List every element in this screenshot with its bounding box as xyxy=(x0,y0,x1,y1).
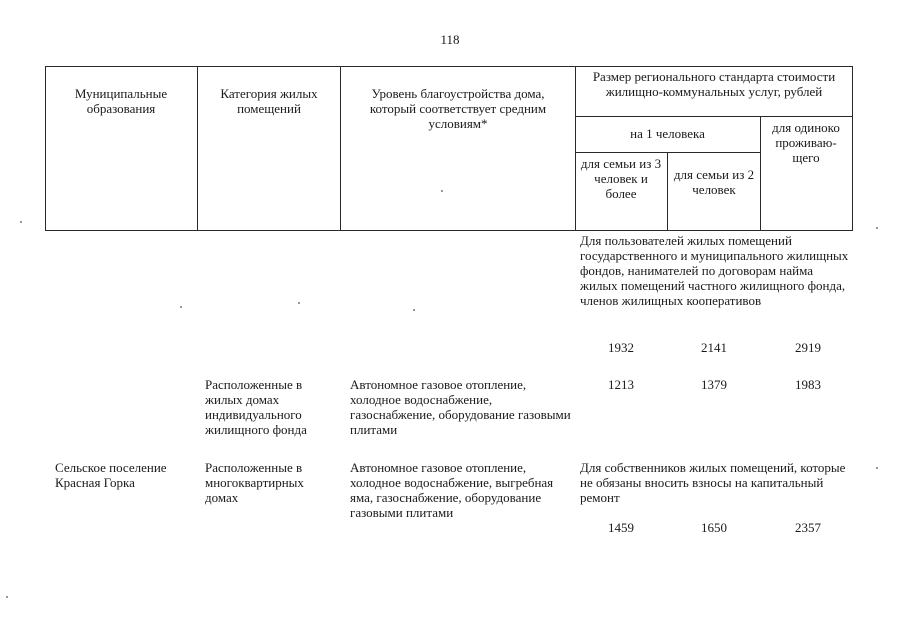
scan-speck xyxy=(298,302,300,304)
row3-level: Автономное газовое отопление, холодное водоснабжение, выгребная яма, газоснабжение, оборудование газовыми плитами xyxy=(350,460,554,520)
standard-subheader-divider xyxy=(575,116,852,117)
scan-speck xyxy=(180,306,182,308)
row3-category: Расположенные в многоквартирных домах xyxy=(205,460,304,505)
header-standard: Размер регионального стандарта стоимости жилищно-коммунальных услуг, рублей xyxy=(592,69,836,99)
value-cell: 1932 xyxy=(608,340,634,355)
scan-speck xyxy=(876,227,878,229)
table-top-border xyxy=(45,66,852,67)
column-divider-2 xyxy=(340,66,341,231)
value-cell: 1213 xyxy=(608,377,634,392)
row3-municipal: Сельское поселение Красная Горка xyxy=(55,460,167,490)
scan-speck xyxy=(6,596,8,598)
column-divider-4 xyxy=(667,152,668,231)
section-owners-note: Для собственников жилых помещений, которые не обязаны вносить взносы на капитальный ремонт xyxy=(580,460,846,505)
row2-category: Расположенные в жилых домах индивидуального жилищного фонда xyxy=(205,377,307,437)
header-level: Уровень благоустройства дома, который соответствует средним условиям* xyxy=(369,86,547,131)
value-cell: 1379 xyxy=(701,377,727,392)
section-users-note: Для пользователей жилых помещений государственного и муниципального жилищных фондов, нанимателей по договорам найма жилых помещений частного жилищного фонда, членов жилищных кооперативов xyxy=(580,233,849,308)
value-cell: 1459 xyxy=(608,520,634,535)
column-divider-3 xyxy=(575,66,576,231)
scan-speck xyxy=(20,221,22,223)
scan-speck xyxy=(441,190,443,192)
value-cell: 2919 xyxy=(795,340,821,355)
value-cell: 1983 xyxy=(795,377,821,392)
table-header-bottom-border xyxy=(45,230,852,231)
header-single: для одиноко проживаю-щего xyxy=(772,120,840,165)
page-number: 118 xyxy=(440,32,460,47)
scan-speck xyxy=(876,467,878,469)
table-left-border xyxy=(45,66,46,231)
header-family3: для семьи из 3 человек и более xyxy=(580,156,662,201)
header-municipal: Муниципальные образования xyxy=(74,86,168,116)
column-divider-1 xyxy=(197,66,198,231)
value-cell: 2141 xyxy=(701,340,727,355)
table-right-border xyxy=(852,66,853,231)
row2-level: Автономное газовое отопление, холодное водоснабжение, газоснабжение, оборудование газовыми плитами xyxy=(350,377,571,437)
header-family2: для семьи из 2 человек xyxy=(673,167,755,197)
scan-speck xyxy=(413,309,415,311)
value-cell: 1650 xyxy=(701,520,727,535)
value-cell: 2357 xyxy=(795,520,821,535)
header-category: Категория жилых помещений xyxy=(220,86,318,116)
header-per-person: на 1 человека xyxy=(630,126,705,141)
column-divider-5 xyxy=(760,116,761,231)
